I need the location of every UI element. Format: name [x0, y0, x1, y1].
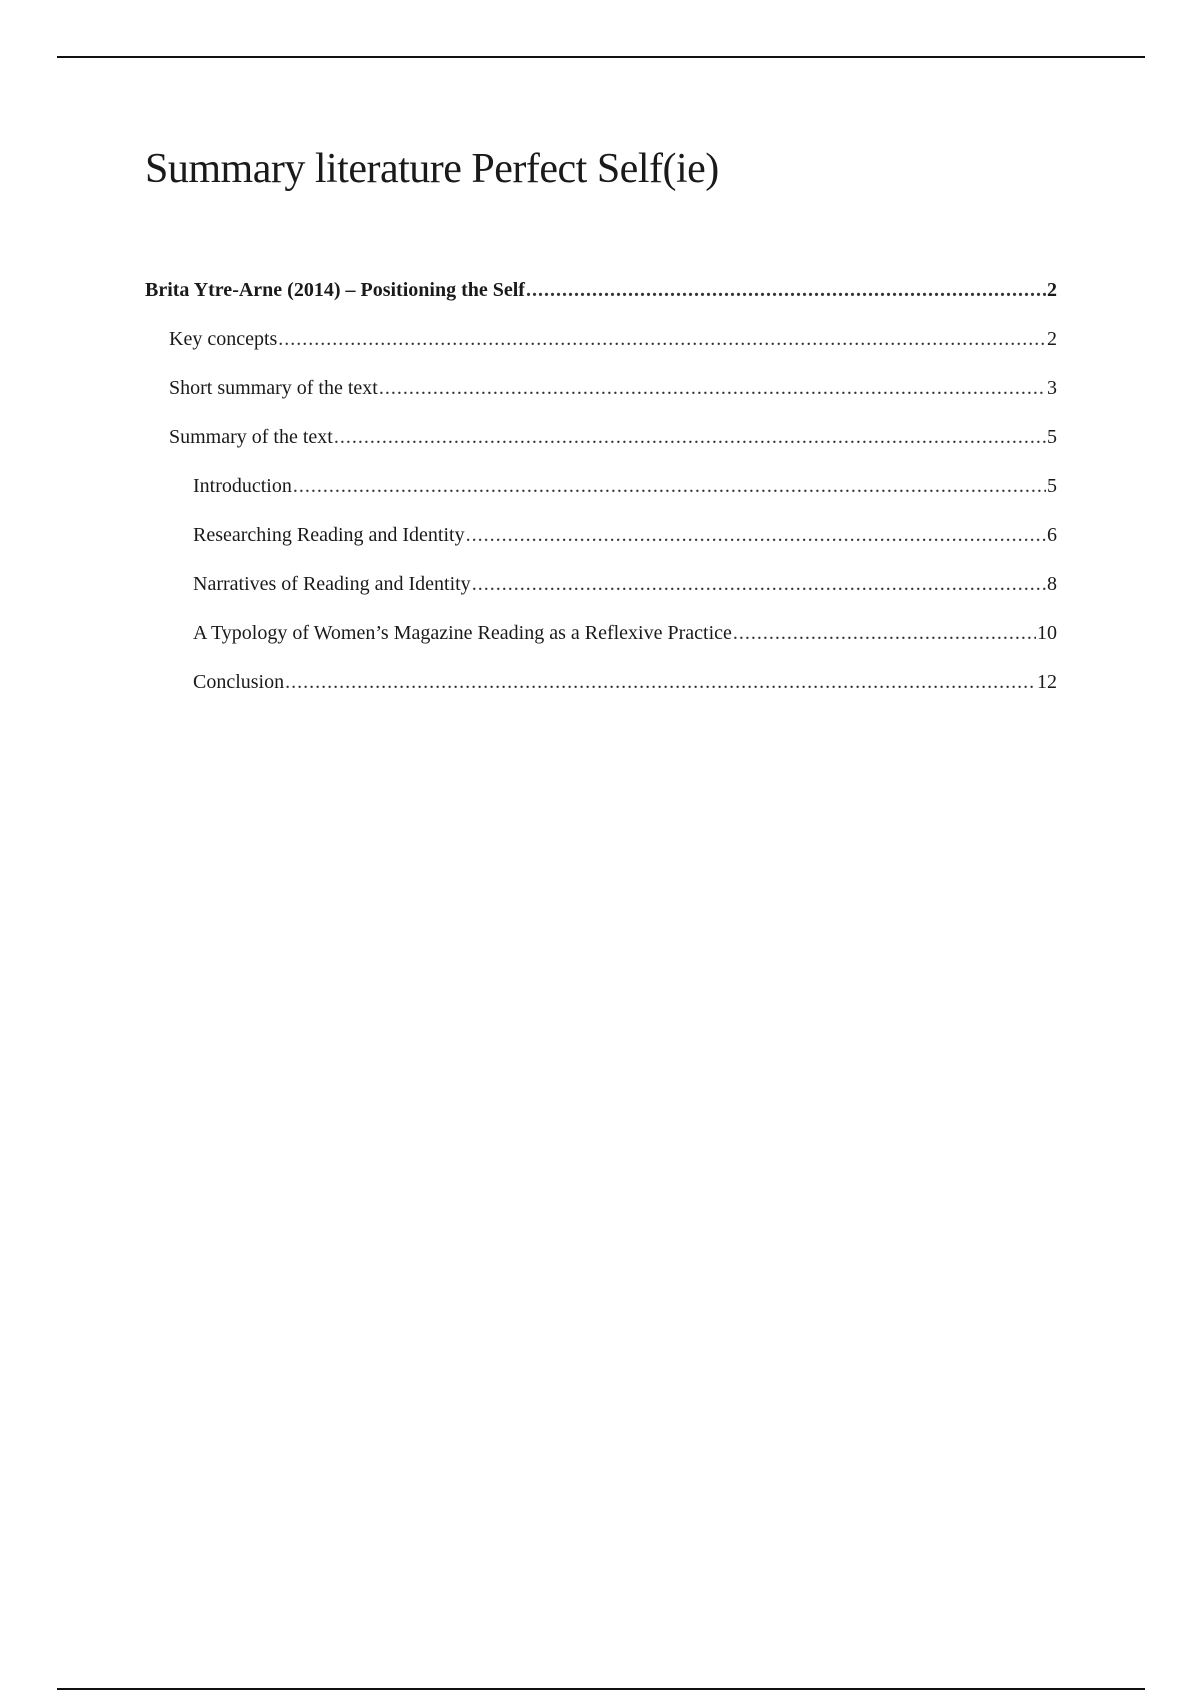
document-title: Summary literature Perfect Self(ie) — [145, 146, 719, 192]
toc-dot-leader — [466, 523, 1046, 547]
toc-entry-page: 2 — [1047, 279, 1057, 301]
toc-dot-leader — [379, 376, 1046, 400]
toc-entry-page: 2 — [1047, 328, 1057, 350]
toc-entry-page: 10 — [1037, 622, 1057, 644]
footer-rule — [57, 1688, 1145, 1690]
toc-dot-leader — [526, 278, 1046, 302]
toc-entry-label: Short summary of the text — [169, 377, 378, 399]
toc-entry[interactable] — [145, 425, 1057, 449]
toc-entry-page: 3 — [1047, 377, 1057, 399]
toc-entry-label: A Typology of Women’s Magazine Reading as a Reflexive Practice — [193, 622, 732, 644]
toc-dot-leader — [285, 670, 1036, 694]
toc-entry[interactable] — [145, 376, 1057, 400]
toc-entry-page: 6 — [1047, 524, 1057, 546]
toc-entry[interactable] — [145, 572, 1057, 596]
toc-entry[interactable] — [145, 278, 1057, 302]
toc-entry-label: Researching Reading and Identity — [193, 524, 465, 546]
toc-entry-label: Summary of the text — [169, 426, 333, 448]
toc-entry[interactable] — [145, 474, 1057, 498]
toc-entry-page: 12 — [1037, 671, 1057, 693]
toc-entry-label: Brita Ytre-Arne (2014) – Positioning the Self — [145, 279, 525, 301]
toc-entry-label: Narratives of Reading and Identity — [193, 573, 471, 595]
toc-entry-page: 8 — [1047, 573, 1057, 595]
toc-dot-leader — [293, 474, 1046, 498]
toc-entry[interactable] — [145, 327, 1057, 351]
toc-dot-leader — [278, 327, 1046, 351]
toc-entry-label: Key concepts — [169, 328, 278, 350]
toc-entry-page: 5 — [1047, 475, 1057, 497]
toc-dot-leader — [733, 621, 1036, 645]
toc-dot-leader — [472, 572, 1046, 596]
toc-entry-label: Introduction — [193, 475, 292, 497]
toc-entry[interactable] — [145, 621, 1057, 645]
toc-entry-page: 5 — [1047, 426, 1057, 448]
toc-entry-label: Conclusion — [193, 671, 285, 693]
table-of-contents — [145, 278, 1057, 719]
header-rule — [57, 56, 1145, 58]
toc-entry[interactable] — [145, 670, 1057, 694]
toc-dot-leader — [334, 425, 1046, 449]
toc-entry[interactable] — [145, 523, 1057, 547]
